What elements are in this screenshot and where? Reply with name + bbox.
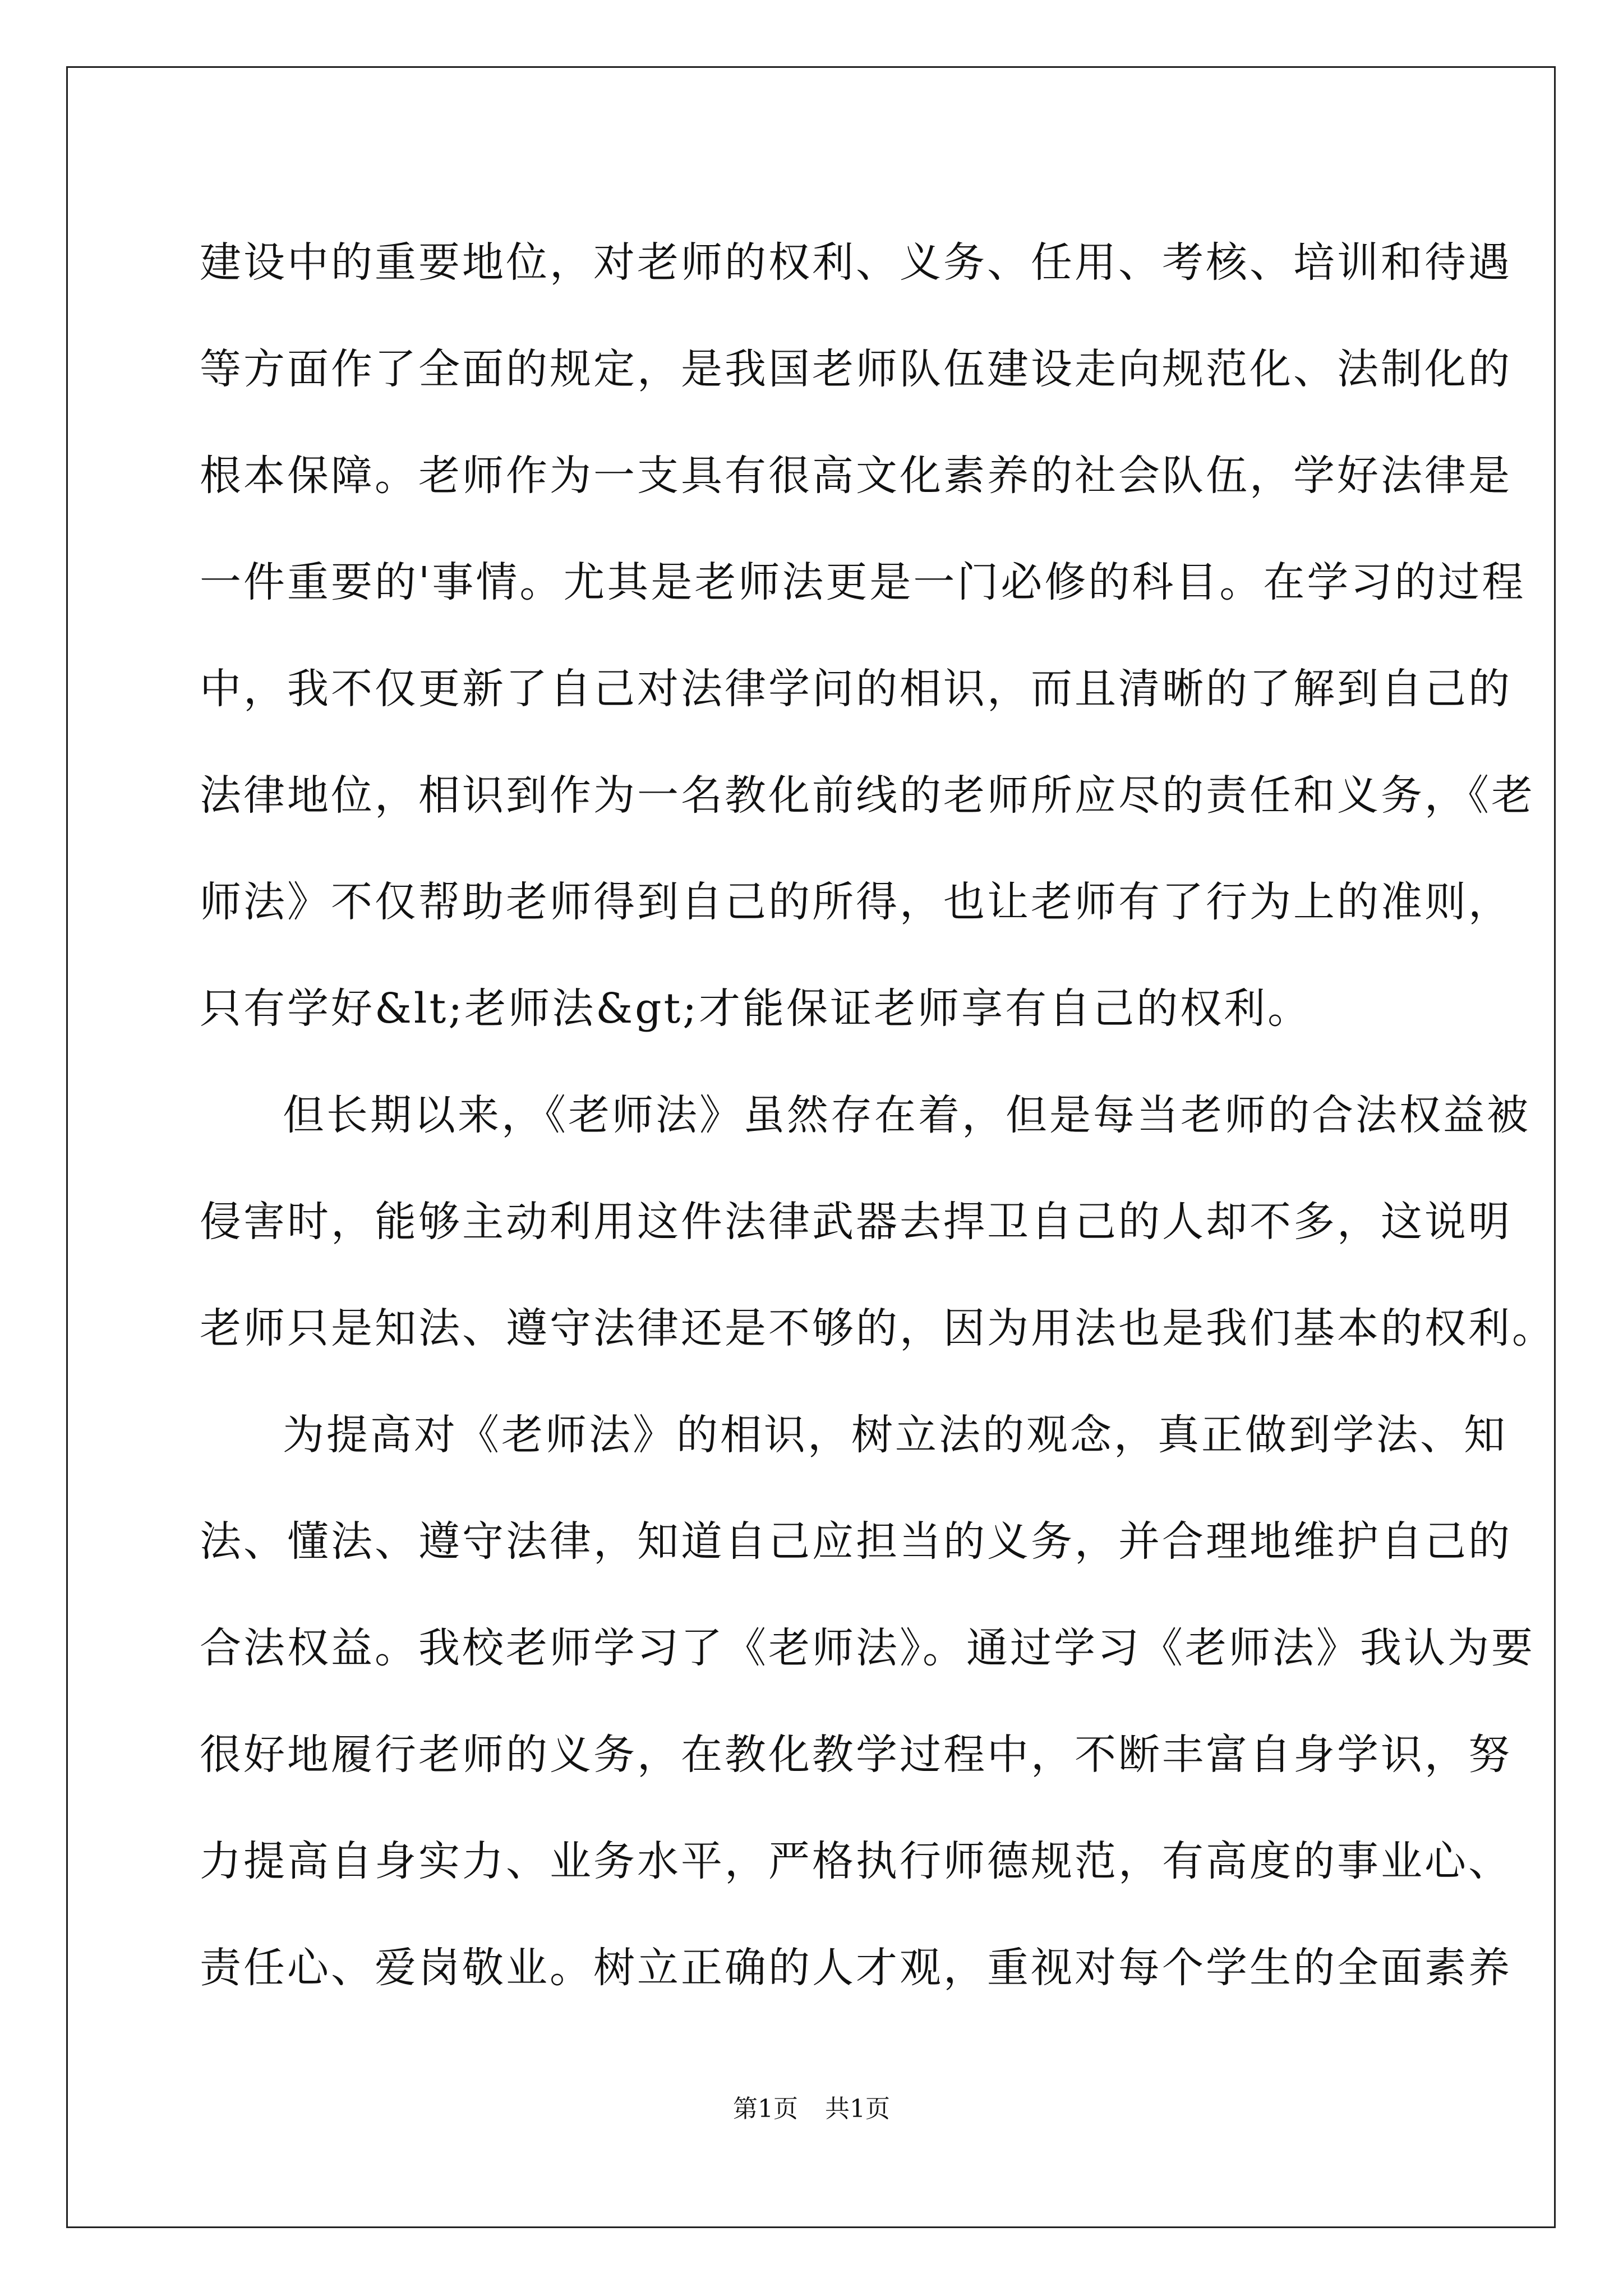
text-line: 一件重要的'事情。尤其是老师法更是一门必修的科目。在学习的过程	[200, 558, 1526, 606]
paragraph-start-line: 为提高对《老师法》的相识，树立法的观念，真正做到学法、知	[283, 1411, 1507, 1459]
text-line: 很好地履行老师的义务，在教化教学过程中，不断丰富自身学识，努	[200, 1731, 1512, 1779]
text-line: 根本保障。老师作为一支具有很高文化素养的社会队伍，学好法律是	[200, 452, 1512, 500]
text-line: 法律地位，相识到作为一名教化前线的老师所应尽的责任和义务，《老	[200, 771, 1535, 820]
text-line: 师法》不仅帮助老师得到自己的所得，也让老师有了行为上的准则，	[200, 878, 1512, 926]
text-line: 等方面作了全面的规定，是我国老师队伍建设走向规范化、法制化的	[200, 345, 1512, 393]
text-line: 力提高自身实力、业务水平，严格执行师德规范，有高度的事业心、	[200, 1837, 1512, 1885]
text-line: 侵害时，能够主动利用这件法律武器去捍卫自己的人却不多，这说明	[200, 1198, 1512, 1246]
text-line: 建设中的重要地位，对老师的权利、义务、任用、考核、培训和待遇	[200, 238, 1512, 287]
page-footer	[0, 2092, 1623, 2126]
text-line: 法、懂法、遵守法律，知道自己应担当的义务，并合理地维护自己的	[200, 1517, 1512, 1566]
text-line: 中，我不仅更新了自己对法律学问的相识，而且清晰的了解到自己的	[200, 665, 1512, 713]
page-total: 共1页	[825, 2095, 890, 2123]
document-body	[200, 209, 1556, 2021]
paragraph-start-line: 但长期以来，《老师法》虽然存在着，但是每当老师的合法权益被	[283, 1091, 1530, 1139]
page-number: 第1页	[733, 2095, 798, 2123]
text-line: 合法权益。我校老师学习了《老师法》。通过学习《老师法》我认为要	[200, 1624, 1535, 1672]
text-line: 责任心、爱岗敬业。树立正确的人才观，重视对每个学生的全面素养	[200, 1944, 1512, 1992]
text-line: 只有学好&lt;老师法&gt;才能保证老师享有自己的权利。	[200, 984, 1312, 1033]
text-line: 老师只是知法、遵守法律还是不够的，因为用法也是我们基本的权利。	[200, 1304, 1556, 1352]
